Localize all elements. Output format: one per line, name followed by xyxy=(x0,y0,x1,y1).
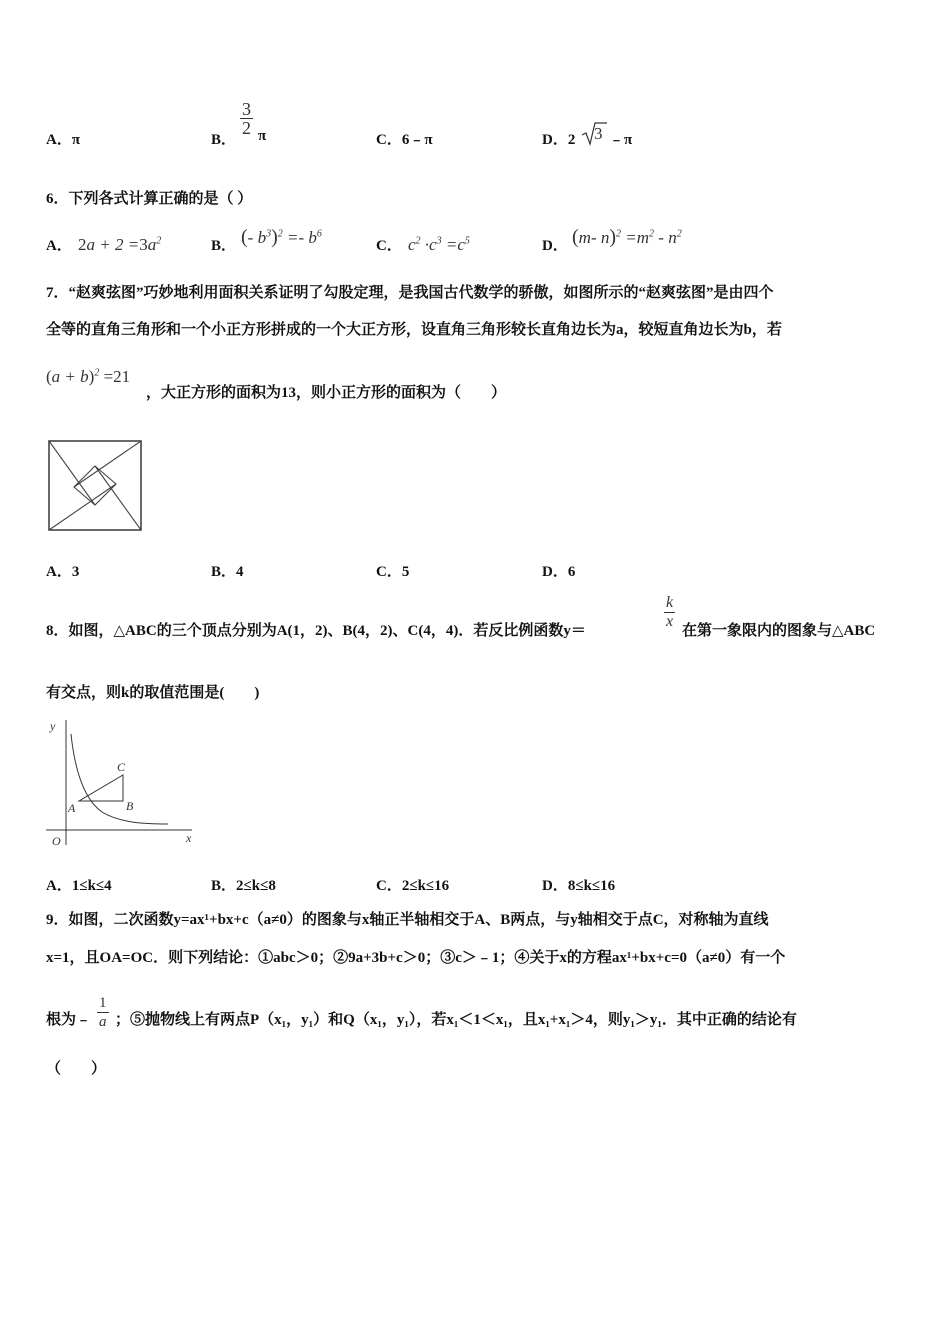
q5-option-c: C．6﹣π xyxy=(376,132,433,148)
q9-line2: x=1，且OA=OC．则下列结论：①abc＞0；②9a+3b+c＞0；③c＞﹣1；④关于x的方程ax¹+bx+c=0（a≠0）有一个 xyxy=(46,950,786,966)
q8-line1-end: 在第一象限内的图象与△ABC xyxy=(682,623,876,639)
q5-option-d: D．2 xyxy=(542,132,576,148)
q8-fraction: $\frac{k}{x}$ xyxy=(666,594,674,630)
q8-line2: 有交点，则k的取值范围是( ) xyxy=(46,685,260,701)
y-axis-label: y xyxy=(50,719,56,733)
point-a-label: A xyxy=(68,801,76,815)
q8-option-d: D．8≤k≤16 xyxy=(542,878,616,894)
q5-option-d-radicand: 3 xyxy=(594,124,603,143)
q8-line1-start: 8．如图，△ABC的三个顶点分别为A(1，2)、B(4，2)、C(4，4)．若反比例函数y＝ xyxy=(46,623,586,639)
q9-line1: 9．如图，二次函数y=ax¹+bx+c（a≠0）的图象与x轴正半轴相交于A、B两点，与y轴相交于点C，对称轴为直线 xyxy=(46,912,769,928)
q5-option-b-fraction: $\frac{3}{2}$ xyxy=(242,99,251,138)
q6-option-c-expr: $c^2 \cdot c^3 =c^5$ xyxy=(408,235,470,254)
q8-graph xyxy=(40,712,200,852)
outer-square xyxy=(49,441,141,530)
triangle-line xyxy=(49,484,116,530)
q6-option-a-label: A． xyxy=(46,238,72,254)
zhao-shuang-diagram xyxy=(46,438,144,534)
q7-formula: $(a + b)^2 =21$ xyxy=(46,367,131,386)
triangle-abc xyxy=(79,775,123,801)
q6-option-d-expr: (m- $n)^2 =m^2 - n^2$ xyxy=(572,226,682,248)
q6-option-c-label: C． xyxy=(376,238,402,254)
q7-option-c: C．5 xyxy=(376,564,410,580)
point-b-label: B xyxy=(126,799,134,813)
q6-option-b-label: B． xyxy=(211,238,237,254)
hyperbola-curve xyxy=(71,734,168,824)
q9-fraction: $\frac{1}{a}$ xyxy=(99,995,107,1030)
triangle-line xyxy=(74,441,141,487)
q6-option-a-expr: $2a + 2 =3a^2$ xyxy=(78,235,162,254)
q9-line3-end: ；⑤抛物线上有两点P（x₁，y₁）和Q（x₁，y₁），若x₁＜1＜x₁，且x₁+x₁＞4，则y₁＞y₁．其中正确的结论有 xyxy=(115,1012,797,1028)
q6-stem: 6．下列各式计算正确的是（ ） xyxy=(46,191,253,207)
q5-option-d-tail: ﹣π xyxy=(609,132,633,148)
q7-option-b: B．4 xyxy=(211,564,244,580)
q5-option-a: A．π xyxy=(46,132,81,148)
q5-option-b: B． xyxy=(211,132,237,148)
origin-label: O xyxy=(52,834,61,848)
q7-line3: ，大正方形的面积为13，则小正方形的面积为（ ） xyxy=(146,385,507,401)
point-c-label: C xyxy=(117,760,126,774)
inner-square xyxy=(74,466,116,505)
q7-line1: 7．“赵爽弦图”巧妙地利用面积关系证明了勾股定理，是我国古代数学的骄傲，如图所示的“赵爽弦图”是由四个 xyxy=(46,285,774,301)
q8-option-b: B．2≤k≤8 xyxy=(211,878,276,894)
q7-option-a: A．3 xyxy=(46,564,80,580)
q6-option-b-expr: (- $b^3)^2 =- b^6$ xyxy=(241,226,322,248)
q8-option-c: C．2≤k≤16 xyxy=(376,878,450,894)
q6-option-d-label: D． xyxy=(542,238,568,254)
q7-line2: 全等的直角三角形和一个小正方形拼成的一个大正方形，设直角三角形较长直角边长为a，较短直角边长为b，若 xyxy=(46,322,782,338)
q9-line3-start: 根为﹣ xyxy=(46,1012,92,1028)
q8-option-a: A．1≤k≤4 xyxy=(46,878,112,894)
q7-option-d: D．6 xyxy=(542,564,576,580)
x-axis-label: x xyxy=(186,831,192,845)
q5-option-b-tail: π xyxy=(258,128,267,144)
q9-line4: （ ） xyxy=(46,1061,107,1077)
